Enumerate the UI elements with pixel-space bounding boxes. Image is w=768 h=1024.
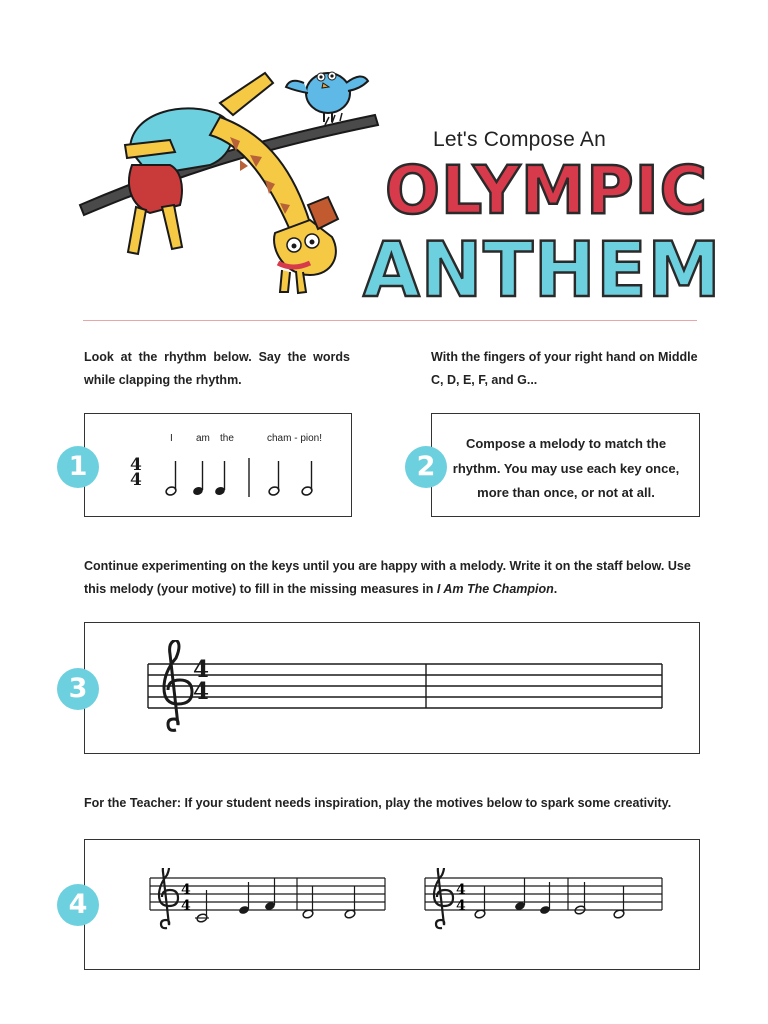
intro-left-text: Look at the rhythm below. Say the words while clapping the rhythm. [84,350,350,387]
time-sig-bottom: 4 [456,898,466,914]
subtitle: Let's Compose An [433,128,606,151]
time-sig-bottom: 4 [193,678,210,705]
step3-instructions: Continue experimenting on the keys until you are happy with a melody. Write it on the staff below. Use this melody (your motive) to fill in the missing measures in I Am The Champion. [84,559,691,596]
treble-clef-icon [159,868,178,928]
lyric-word: am [196,433,210,444]
motive-staff-1 [145,868,390,938]
intro-right-text: With the fingers of your right hand on Middle C, D, E, F, and G... [431,350,698,387]
title-olympic: OLYMPIC [385,152,709,229]
quarter-note-icon [238,882,250,915]
treble-clef-icon [164,640,192,730]
step-number-4: 4 [57,884,99,926]
time-sig-top: 4 [193,656,210,683]
lyric-word: cham - pion! [267,433,323,444]
half-note-icon [268,461,280,496]
lyric-word: I [170,433,173,444]
half-note-icon [301,461,313,496]
time-sig-top: 4 [456,882,466,898]
quarter-note-icon [539,882,551,915]
half-note-icon [195,890,209,923]
quarter-note-icon [214,461,226,496]
time-sig-bottom: 4 [181,898,191,914]
lyric-word: the [220,433,234,444]
title-anthem: ANTHEM [363,225,722,314]
teacher-note: For the Teacher: If your student needs inspiration, play the motives below to spark some creativity. [84,796,672,810]
half-note-icon [165,461,177,496]
bird-icon [286,72,368,122]
blank-staff[interactable] [140,640,670,740]
treble-clef-icon [434,868,453,928]
quarter-note-icon [192,461,204,496]
giraffe-icon [125,73,338,293]
giraffe-illustration [70,55,390,305]
compose-instructions: Compose a melody to match the rhythm. You may use each key once, more than once, or not at all. [452,436,680,500]
rhythm-notation [150,455,330,500]
step-number-3: 3 [57,668,99,710]
step-number-1: 1 [57,446,99,488]
step-number-2: 2 [405,446,447,488]
time-sig-top: 4 [130,455,142,475]
song-title: I Am The Champion [436,582,554,596]
motive-staff-2 [420,868,670,938]
time-sig-bottom: 4 [130,470,142,490]
time-sig-top: 4 [181,882,191,898]
divider [83,320,697,321]
